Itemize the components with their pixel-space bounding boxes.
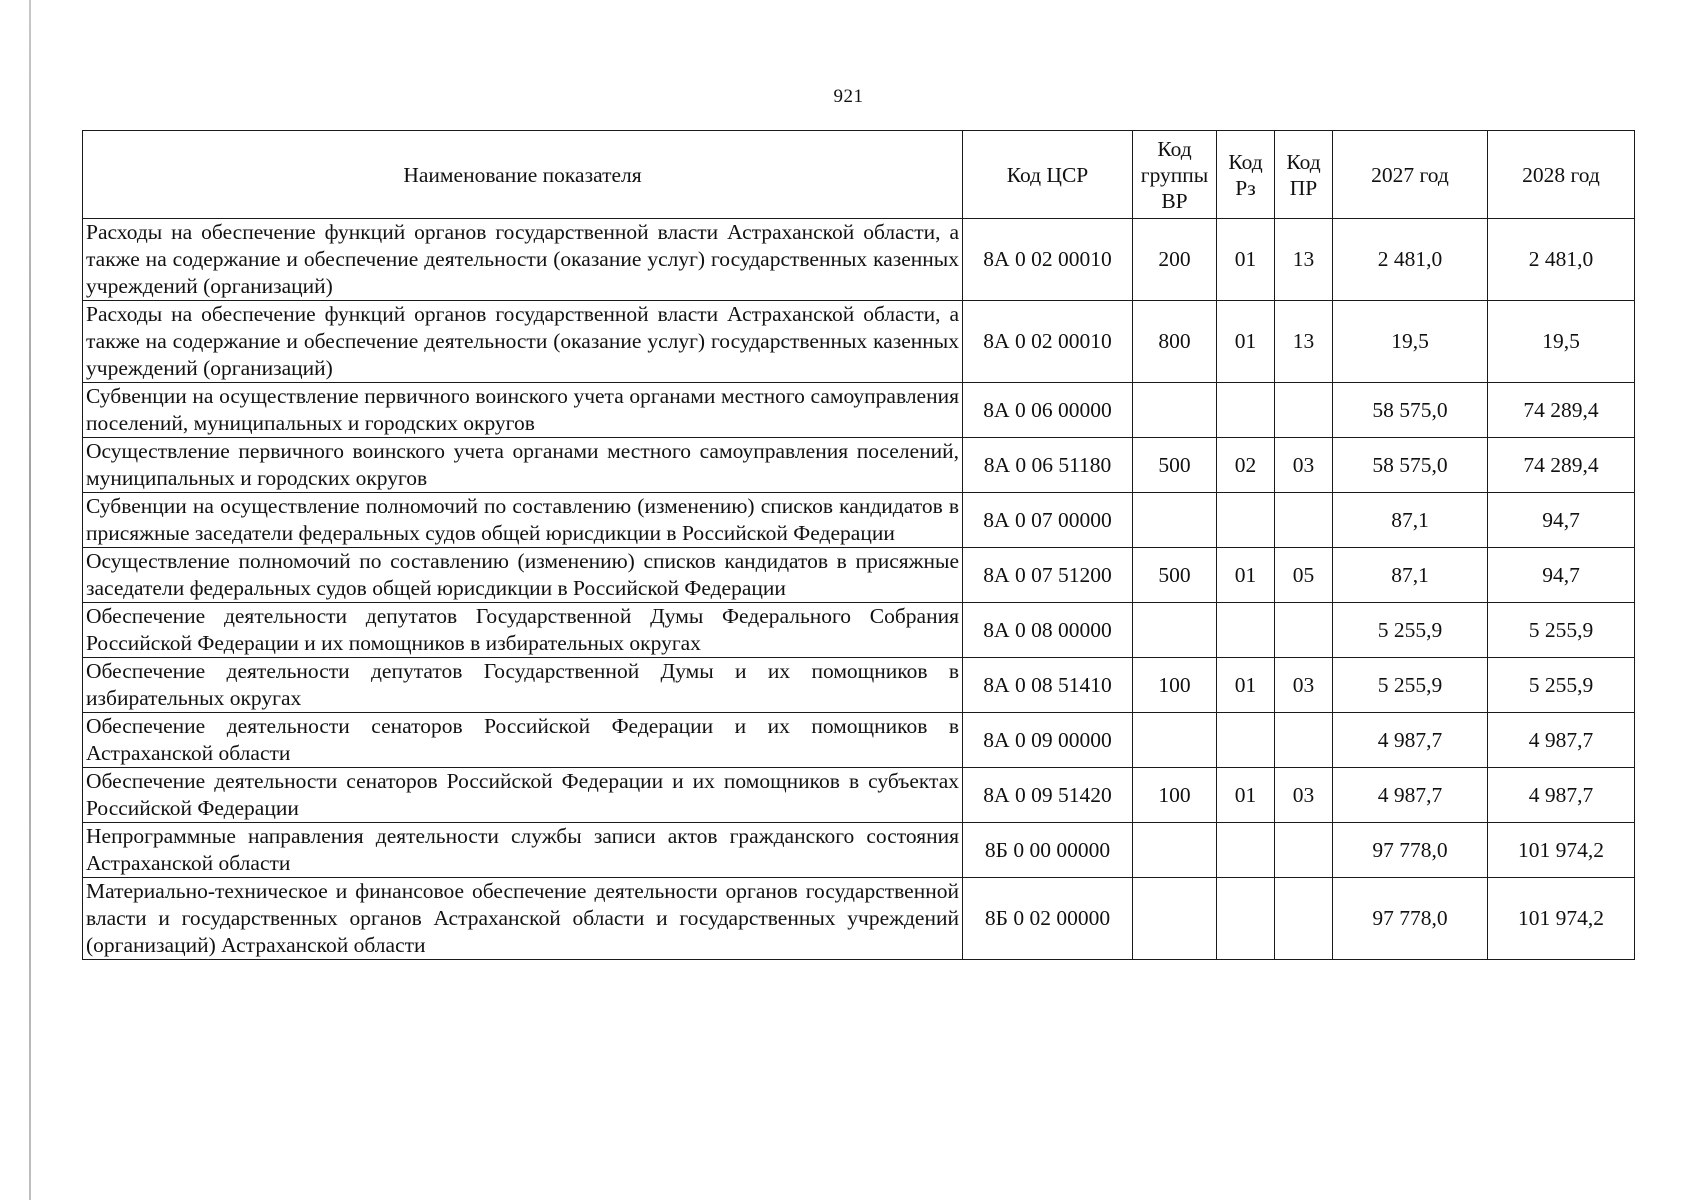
row-2027: 87,1 [1333,548,1488,603]
header-2027: 2027 год [1333,131,1488,219]
row-name: Субвенции на осуществление полномочий по составлению (изменению) списков кандидатов в присяжные заседатели федеральных судов общей юрисдикции в Российской Федерации [83,493,963,548]
table-row [83,878,1635,960]
row-pr [1275,603,1333,658]
table-row [83,493,1635,548]
row-name: Обеспечение деятельности депутатов Государственной Думы Федерального Собрания Российской Федерации и их помощников в избирательных округах [83,603,963,658]
row-vr: 500 [1133,548,1217,603]
row-csr: 8А 0 08 51410 [963,658,1133,713]
header-csr: Код ЦСР [963,131,1133,219]
row-csr: 8А 0 08 00000 [963,603,1133,658]
row-csr: 8А 0 02 00010 [963,301,1133,383]
table-row [83,713,1635,768]
row-rz [1217,823,1275,878]
row-rz: 01 [1217,768,1275,823]
row-pr: 13 [1275,219,1333,301]
row-2028: 94,7 [1488,548,1635,603]
row-csr: 8А 0 06 51180 [963,438,1133,493]
row-vr [1133,383,1217,438]
row-2028: 74 289,4 [1488,438,1635,493]
row-vr: 500 [1133,438,1217,493]
header-pr: Код ПР [1275,131,1333,219]
row-pr [1275,878,1333,960]
row-pr: 03 [1275,768,1333,823]
row-2028: 4 987,7 [1488,768,1635,823]
row-name: Материально-техническое и финансовое обеспечение деятельности органов государственной власти и государственных органов Астраханской области и государственных учреждений (организаций) Астраханской области [83,878,963,960]
table-row [83,658,1635,713]
row-2028: 19,5 [1488,301,1635,383]
row-rz: 01 [1217,548,1275,603]
row-2027: 97 778,0 [1333,878,1488,960]
table-row [83,768,1635,823]
row-2027: 2 481,0 [1333,219,1488,301]
table-row [83,548,1635,603]
row-pr: 05 [1275,548,1333,603]
row-csr: 8Б 0 02 00000 [963,878,1133,960]
row-csr: 8А 0 06 00000 [963,383,1133,438]
header-rz: Код Рз [1217,131,1275,219]
row-vr [1133,878,1217,960]
row-2027: 5 255,9 [1333,658,1488,713]
table-row [83,603,1635,658]
table-row [83,301,1635,383]
row-rz [1217,603,1275,658]
page-number: 921 [833,86,864,107]
header-2028: 2028 год [1488,131,1635,219]
budget-table [82,130,1635,960]
row-vr [1133,603,1217,658]
row-rz: 01 [1217,301,1275,383]
row-name: Обеспечение деятельности сенаторов Российской Федерации и их помощников в Астраханской области [83,713,963,768]
row-2027: 4 987,7 [1333,713,1488,768]
row-pr [1275,493,1333,548]
row-csr: 8А 0 02 00010 [963,219,1133,301]
row-2027: 5 255,9 [1333,603,1488,658]
row-rz: 01 [1217,658,1275,713]
row-rz [1217,878,1275,960]
row-csr: 8А 0 09 51420 [963,768,1133,823]
row-pr [1275,823,1333,878]
table-row [83,823,1635,878]
row-vr [1133,493,1217,548]
row-name: Расходы на обеспечение функций органов государственной власти Астраханской области, а также на содержание и обеспечение деятельности (оказание услуг) государственных казенных учреждений (организаций) [83,301,963,383]
table-row [83,383,1635,438]
row-csr: 8Б 0 00 00000 [963,823,1133,878]
row-rz [1217,713,1275,768]
row-2028: 74 289,4 [1488,383,1635,438]
row-2028: 5 255,9 [1488,658,1635,713]
row-pr: 03 [1275,438,1333,493]
row-vr: 100 [1133,658,1217,713]
row-name: Обеспечение деятельности депутатов Государственной Думы и их помощников в избирательных округах [83,658,963,713]
row-2027: 19,5 [1333,301,1488,383]
row-csr: 8А 0 07 00000 [963,493,1133,548]
row-vr: 800 [1133,301,1217,383]
row-name: Расходы на обеспечение функций органов государственной власти Астраханской области, а также на содержание и обеспечение деятельности (оказание услуг) государственных казенных учреждений (организаций) [83,219,963,301]
header-name: Наименование показателя [83,131,963,219]
row-2027: 87,1 [1333,493,1488,548]
row-rz [1217,383,1275,438]
row-2027: 58 575,0 [1333,438,1488,493]
row-name: Непрограммные направления деятельности службы записи актов гражданского состояния Астраханской области [83,823,963,878]
row-vr [1133,713,1217,768]
row-2028: 2 481,0 [1488,219,1635,301]
row-pr: 13 [1275,301,1333,383]
row-vr [1133,823,1217,878]
row-2028: 5 255,9 [1488,603,1635,658]
row-2028: 101 974,2 [1488,878,1635,960]
scan-edge-line [29,0,31,1200]
row-rz: 01 [1217,219,1275,301]
row-2027: 4 987,7 [1333,768,1488,823]
row-2028: 101 974,2 [1488,823,1635,878]
table-row [83,219,1635,301]
table-header-row [83,131,1635,219]
row-vr: 100 [1133,768,1217,823]
header-vr: Код группы ВР [1133,131,1217,219]
table-row [83,438,1635,493]
row-name: Осуществление полномочий по составлению (изменению) списков кандидатов в присяжные заседатели федеральных судов общей юрисдикции в Российской Федерации [83,548,963,603]
row-rz: 02 [1217,438,1275,493]
row-pr: 03 [1275,658,1333,713]
row-rz [1217,493,1275,548]
row-csr: 8А 0 07 51200 [963,548,1133,603]
row-2027: 58 575,0 [1333,383,1488,438]
row-2028: 94,7 [1488,493,1635,548]
row-pr [1275,383,1333,438]
row-2028: 4 987,7 [1488,713,1635,768]
row-name: Осуществление первичного воинского учета органами местного самоуправления поселений, муниципальных и городских округов [83,438,963,493]
row-vr: 200 [1133,219,1217,301]
row-name: Обеспечение деятельности сенаторов Российской Федерации и их помощников в субъектах Российской Федерации [83,768,963,823]
row-pr [1275,713,1333,768]
row-name: Субвенции на осуществление первичного воинского учета органами местного самоуправления поселений, муниципальных и городских округов [83,383,963,438]
row-csr: 8А 0 09 00000 [963,713,1133,768]
row-2027: 97 778,0 [1333,823,1488,878]
